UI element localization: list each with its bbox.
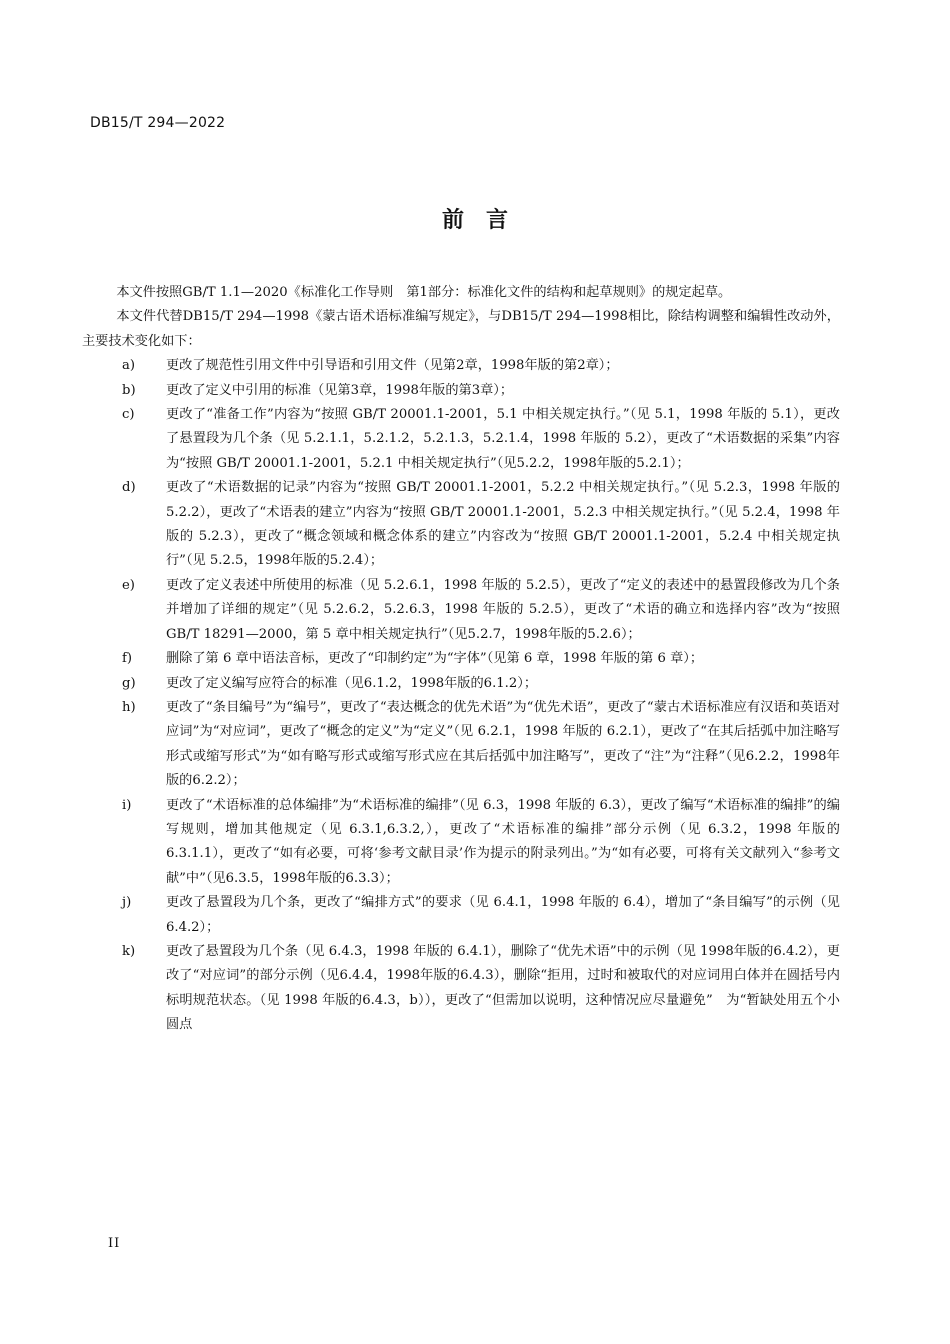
list-item-label: k) <box>122 943 136 959</box>
list-item-text: 更改了“术语标准的总体编排”为“术语标准的编排”（见 6.3，1998 年版的 6.3），更改了编写“术语标准的编排”的编写规则，增加其他规定（见 6.3.1,6.3.2,），更改了“术语标准的编排”部分示例（见 6.3.2，1998 年版的 6.3.1.1），更改了“如有必要，可将‘参考文献目录’作为提示的附录列出。”为“如有必要，可将有关文献列入“参考文献”中”（见6.3.5，1998年版的6.3.3）； <box>166 797 840 886</box>
list-item-label: f) <box>122 651 133 667</box>
list-item-text: 更改了“术语数据的记录”内容为“按照 GB/T 20001.1-2001，5.2.2 中相关规定执行。”（见 5.2.3，1998 年版的 5.2.2），更改了“术语表的建立”内容为“按照 GB/T 20001.1-2001，5.2.3 中相关规定执行。”（见 5.2.4，1998 年版的 5.2.3），更改了“概念领域和概念体系的建立”内容改为“按照 GB/T 20001.1-2001，5.2.4 中相关规定执行”（见 5.2.5，1998年版的5.2.4）； <box>166 480 840 569</box>
list-item-text: 更改了“条目编号”为“编号”，更改了“表达概念的优先术语”为“优先术语”，更改了“蒙古术语标准应有汉语和英语对应词”为“对应词”，更改了“概念的定义”为“定义”（见 6.2.1，1998 年版的 6.2.1），更改了“在其后括弧中加注略写形式或缩写形式”为“如有略写形式或缩写形式应在其后括弧中加注略写”，更改了“注”为“注释”（见6.2.2，1998年版的6.2.2）； <box>166 699 840 789</box>
list-item-label: i) <box>122 797 132 813</box>
document-code: DB15/T 294—2022 <box>90 115 226 131</box>
list-item <box>82 940 840 1038</box>
list-item-text: 更改了定义中引用的标准（见第3章，1998年版的第3章）； <box>166 382 514 398</box>
list-item <box>82 403 840 476</box>
list-item-label: b) <box>122 382 136 398</box>
list-item-label: c) <box>122 407 135 423</box>
page-number: II <box>108 1236 121 1251</box>
list-item <box>82 379 840 403</box>
page-title: 前 言 <box>441 208 508 233</box>
intro-paragraph-1: 本文件按照GB/T 1.1—2020《标准化工作导则 第1部分：标准化文件的结构和起草规则》的规定起草。 <box>116 285 732 300</box>
list-item <box>82 574 840 647</box>
list-item-label: a) <box>122 358 136 374</box>
list-item-text: 更改了“准备工作”内容为“按照 GB/T 20001.1-2001，5.1 中相关规定执行。”（见 5.1，1998 年版的 5.1），更改了悬置段为几个条（见 5.2.1.1，5.2.1.2，5.2.1.3，5.2.1.4，1998 年版的 5.2），更改了“术语数据的采集”内容为“按照 GB/T 20001.1-2001，5.2.1 中相关规定执行”（见5.2.2，1998年版的5.2.1）； <box>166 407 840 471</box>
list-item <box>82 354 840 378</box>
list-item-label: j) <box>122 895 132 911</box>
list-item-label: g) <box>122 675 136 691</box>
list-item-text: 更改了悬置段为几个条，更改了“编排方式”的要求（见 6.4.1，1998 年版的 6.4），增加了“条目编写”的示例（见6.4.2）； <box>166 895 840 935</box>
list-item <box>82 672 840 696</box>
document-body <box>82 281 840 1038</box>
list-item <box>82 647 840 671</box>
list-item-text: 更改了定义表述中所使用的标准（见 5.2.6.1，1998 年版的 5.2.5），更改了“定义的表述中的悬置段修改为几个条并增加了详细的规定”（见 5.2.6.2，5.2.6.3，1998 年版的 5.2.5），更改了“术语的确立和选择内容”改为“按照 GB/T 18291—2000，第 5 章中相关规定执行”（见5.2.7，1998年版的5.2.6）； <box>166 577 840 642</box>
list-item-label: h) <box>122 699 136 715</box>
list-item-label: d) <box>122 480 136 496</box>
list-item-text: 更改了悬置段为几个条（见 6.4.3，1998 年版的 6.4.1），删除了“优先术语”中的示例（见 1998年版的6.4.2），更改了“对应词”的部分示例（见6.4.4，1998年版的6.4.3），删除“拒用，过时和被取代的对应词用白体并在圆括号内标明规范状态。（见 1998 年版的6.4.3，b）），更改了“但需加以说明，这种情况应尽量避免” 为“暂缺处用五个小圆点 <box>166 943 840 1033</box>
list-item-label: e) <box>122 577 135 593</box>
list-item-text: 删除了第 6 章中语法音标，更改了“印制约定”为“字体”（见第 6 章，1998 年版的第 6 章）； <box>166 651 704 667</box>
list-item-text: 更改了规范性引用文件中引导语和引用文件（见第2章，1998年版的第2章）； <box>166 358 619 374</box>
list-item-text: 更改了定义编写应符合的标准（见6.1.2，1998年版的6.1.2）； <box>166 675 538 691</box>
list-item <box>82 891 840 940</box>
list-item <box>82 794 840 892</box>
list-item <box>82 476 840 574</box>
list-item <box>82 696 840 794</box>
intro-paragraph-2: 本文件代替DB15/T 294—1998《蒙古语术语标准编写规定》，与DB15/T 294—1998相比，除结构调整和编辑性改动外，主要技术变化如下： <box>82 309 840 349</box>
